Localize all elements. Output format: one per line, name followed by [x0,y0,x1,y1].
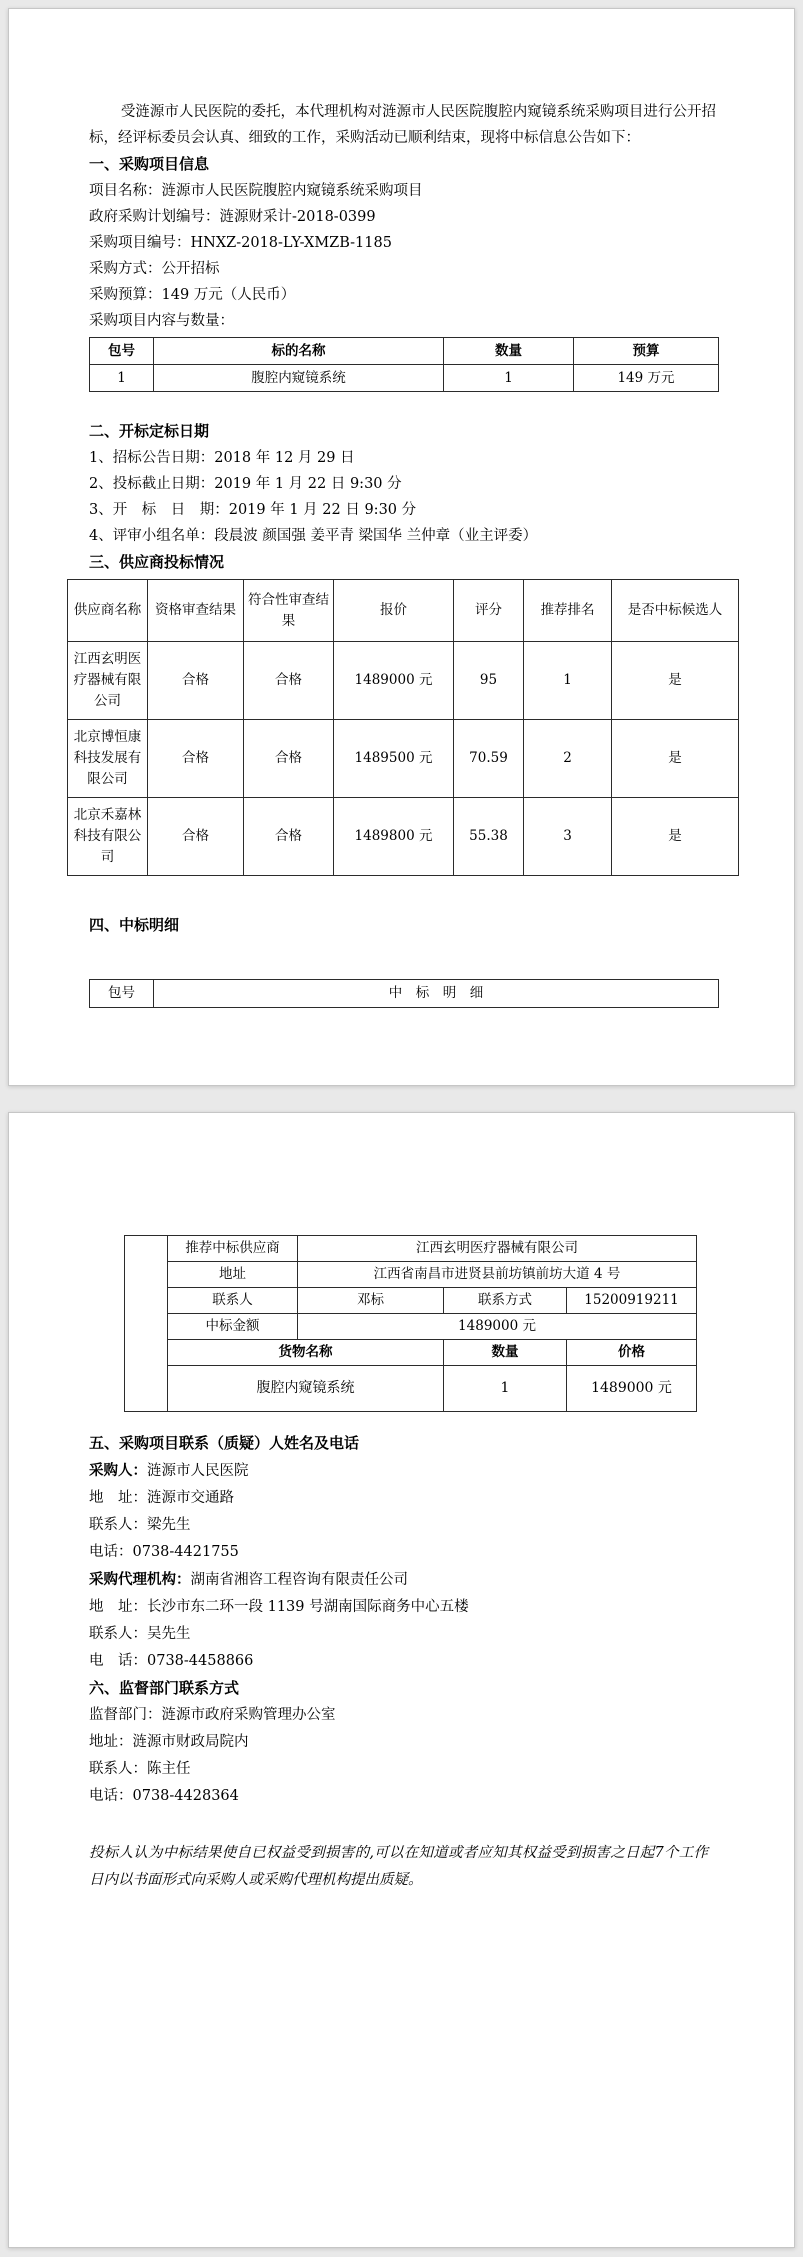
cell-goods-price: 1489000 元 [567,1366,697,1412]
header-goods-name: 货物名称 [168,1340,444,1366]
section1-title: 一、采购项目信息 [89,155,210,173]
objection-note: 投标人认为中标结果使自已权益受到损害的,可以在知道或者应知其权益受到损害之日起7个工作日内以书面形式向采购人或采购代理机构提出质疑。 [89,1845,708,1888]
cell-rank: 1 [524,642,612,720]
section2-title: 二、开标定标日期 [89,422,210,440]
supplier-row [68,720,739,798]
goods-row [125,1366,697,1412]
award-amount-row [125,1314,697,1340]
header-package-no: 包号 [90,980,154,1008]
cell-recommended-supplier: 江西玄明医疗器械有限公司 [298,1236,697,1262]
opening-date-line: 3、开 标 日 期：2019 年 1 月 22 日 9:30 分 [89,502,417,518]
cell-candidate: 是 [612,720,739,798]
buyer-line [89,1457,708,1485]
intro-paragraph: 受涟源市人民医院的委托，本代理机构对涟源市人民医院腹腔内窥镜系统采购项目进行公开招标，经评标委员会认真、细致的工作，采购活动已顺利结束，现将中标信息公告如下： [89,104,716,146]
goods-header-row [125,1340,697,1366]
cell-budget: 149 万元 [574,365,719,392]
cell-address: 江西省南昌市进贤县前坊镇前坊大道 4 号 [298,1262,697,1288]
cell-award-amount: 1489000 元 [298,1314,697,1340]
spacer [89,392,716,418]
cell-qualification: 合格 [148,720,244,798]
label-contact: 联系人 [168,1288,298,1314]
cell-package-no-empty [125,1236,168,1412]
section4-title: 四、中标明细 [89,916,180,934]
cell-rank: 3 [524,798,612,876]
project-number-line: 采购项目编号：HNXZ-2018-LY-XMZB-1185 [89,235,392,251]
header-goods-price: 价格 [567,1340,697,1366]
cell-quote: 1489500 元 [334,720,454,798]
header-subject-name: 标的名称 [154,338,444,365]
supervision-address-line: 地址：涟源市财政局院内 [89,1734,249,1750]
cell-score: 95 [454,642,524,720]
table-header-row [68,580,739,642]
header-supplier-name: 供应商名称 [68,580,148,642]
supplier-bid-table [67,579,739,876]
buyer-label: 采购人： [89,1462,147,1479]
cell-contact: 邓标 [298,1288,444,1314]
supplier-row [68,642,739,720]
award-detail-header-table [89,979,719,1008]
agent-line [89,1566,708,1594]
cell-quote: 1489800 元 [334,798,454,876]
header-quantity: 数量 [444,338,574,365]
cell-supplier-name: 江西玄明医疗器械有限公司 [68,642,148,720]
cell-compliance: 合格 [244,642,334,720]
award-contact-row [125,1288,697,1314]
label-award-amount: 中标金额 [168,1314,298,1340]
section3-title: 三、供应商投标情况 [89,553,225,571]
supervision-contact-line: 联系人：陈主任 [89,1761,191,1777]
committee-line: 4、评审小组名单：段晨波 颜国强 姜平青 梁国华 兰仲章（业主评委） [89,528,538,544]
supervision-phone-line: 电话：0738-4428364 [89,1788,239,1804]
procurement-method-line: 采购方式：公开招标 [89,261,220,277]
agent-address-line: 地 址：长沙市东二环一段 1139 号湖南国际商务中心五楼 [89,1599,469,1615]
award-detail-table [124,1235,697,1412]
content-quantity-table [89,337,719,392]
cell-subject-name: 腹腔内窥镜系统 [154,365,444,392]
agent-label: 采购代理机构： [89,1571,191,1588]
content-quantity-line: 采购项目内容与数量： [89,313,234,329]
supplier-row [68,798,739,876]
agent-phone-line: 电 话：0738-4458866 [89,1653,254,1669]
header-award-detail: 中 标 明 细 [154,980,719,1008]
cell-candidate: 是 [612,642,739,720]
label-recommended-supplier: 推荐中标供应商 [168,1236,298,1262]
table-row [90,365,719,392]
table-header-row [90,980,719,1008]
label-contact-method: 联系方式 [444,1288,567,1314]
cell-qualification: 合格 [148,642,244,720]
header-candidate: 是否中标候选人 [612,580,739,642]
cell-supplier-name: 北京博恒康科技发展有限公司 [68,720,148,798]
section5-title: 五、采购项目联系（质疑）人姓名及电话 [89,1434,360,1452]
header-package-no: 包号 [90,338,154,365]
cell-supplier-name: 北京禾嘉林科技有限公司 [68,798,148,876]
page-1 [8,8,795,1086]
header-quote: 报价 [334,580,454,642]
cell-score: 55.38 [454,798,524,876]
header-score: 评分 [454,580,524,642]
header-budget: 预算 [574,338,719,365]
cell-contact-method: 15200919211 [567,1288,697,1314]
header-qualification-result: 资格审查结果 [148,580,244,642]
buyer-contact-line: 联系人：梁先生 [89,1517,191,1533]
page-2 [8,1112,795,2248]
deadline-line: 2、投标截止日期：2019 年 1 月 22 日 9:30 分 [89,476,402,492]
cell-quantity: 1 [444,365,574,392]
budget-line: 采购预算：149 万元（人民币） [89,287,296,303]
cell-qualification: 合格 [148,798,244,876]
header-compliance-result: 符合性审查结果 [244,580,334,642]
project-name-line: 项目名称：涟源市人民医院腹腔内窥镜系统采购项目 [89,183,423,199]
cell-compliance: 合格 [244,720,334,798]
cell-goods-quantity: 1 [444,1366,567,1412]
agent-contact-line: 联系人：吴先生 [89,1626,191,1642]
buyer-value: 涟源市人民医院 [147,1463,249,1479]
award-supplier-row [125,1236,697,1262]
gov-plan-number-line: 政府采购计划编号：涟源财采计-2018-0399 [89,209,376,225]
cell-compliance: 合格 [244,798,334,876]
header-rank: 推荐排名 [524,580,612,642]
agent-value: 湖南省湘咨工程咨询有限责任公司 [190,1572,408,1588]
award-address-row [125,1262,697,1288]
supervision-dept-line: 监督部门：涟源市政府采购管理办公室 [89,1707,336,1723]
cell-rank: 2 [524,720,612,798]
cell-score: 70.59 [454,720,524,798]
cell-goods-name: 腹腔内窥镜系统 [168,1366,444,1412]
cell-package-no: 1 [90,365,154,392]
cell-candidate: 是 [612,798,739,876]
buyer-address-line: 地 址：涟源市交通路 [89,1490,234,1506]
cell-quote: 1489000 元 [334,642,454,720]
buyer-phone-line: 电话：0738-4421755 [89,1544,239,1560]
table-header-row [90,338,719,365]
announcement-date-line: 1、招标公告日期：2018 年 12 月 29 日 [89,450,355,466]
header-goods-quantity: 数量 [444,1340,567,1366]
section6-title: 六、监督部门联系方式 [89,1679,240,1697]
label-address: 地址 [168,1262,298,1288]
